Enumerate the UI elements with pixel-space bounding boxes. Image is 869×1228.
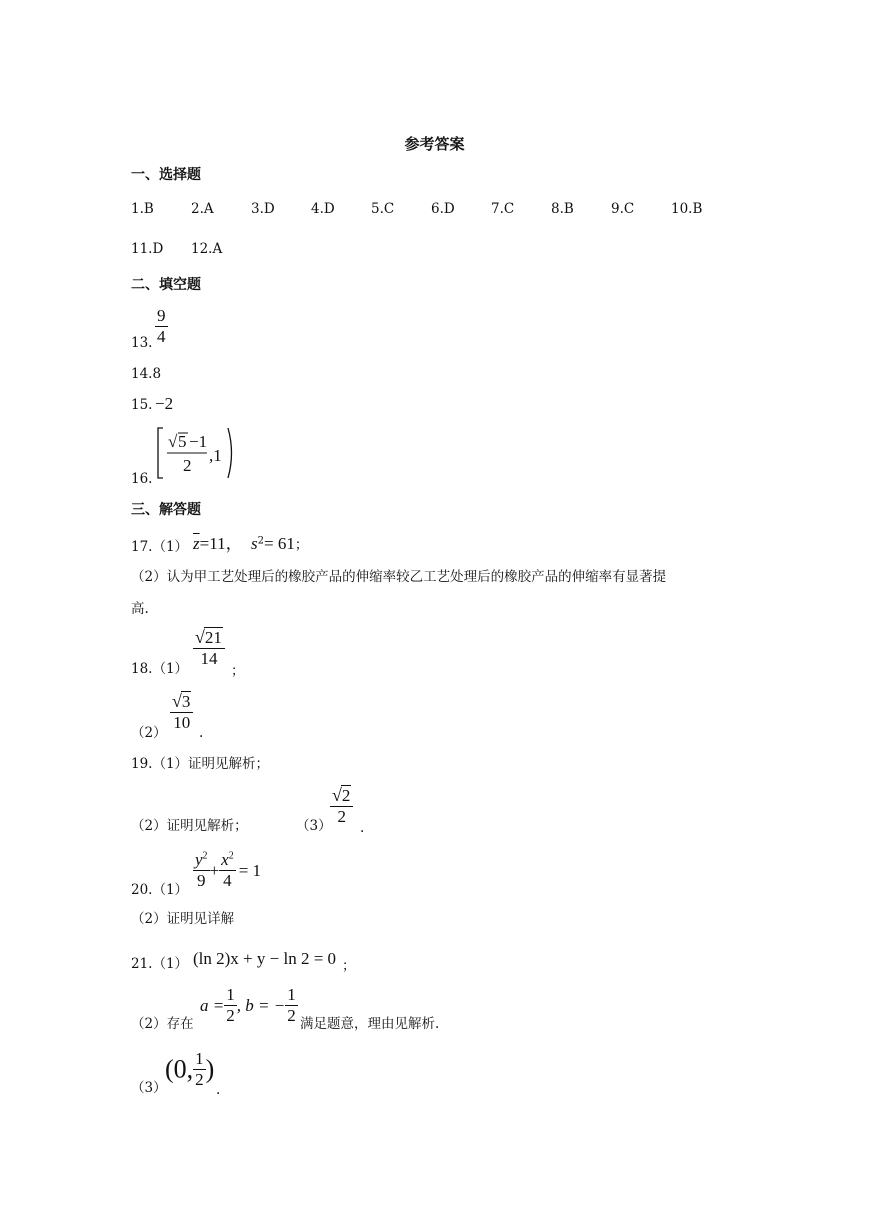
- page-title: 参考答案: [404, 135, 465, 153]
- q16-label: 16.: [131, 471, 153, 487]
- section-solution-heading: 三、解答题: [131, 502, 201, 518]
- choice-answer: 7.C: [491, 201, 515, 217]
- q18-2-label: （2）: [131, 725, 167, 741]
- choice-answer: 10.B: [671, 201, 703, 217]
- q16-num-rest: −1: [189, 432, 208, 451]
- choice-answer: 4.D: [311, 201, 335, 217]
- section-fill-heading: 二、填空题: [131, 277, 201, 293]
- choice-answer: 6.D: [431, 201, 455, 217]
- q18-1-end: ；: [231, 663, 245, 679]
- choice-answer: 8.B: [551, 201, 574, 217]
- q15-value: −2: [155, 394, 174, 413]
- q21-2-expr: a = $\frac{1}{2}$ , b = − $\frac{1}{2}$: [200, 985, 296, 1025]
- q17-2-text-cont: 高.: [131, 601, 149, 617]
- q21-3-end: .: [216, 1082, 221, 1098]
- q16-radical: √: [168, 432, 178, 451]
- q18-1-fraction: $\frac{√21}{14}$: [193, 628, 225, 668]
- q21-2-rest: 满足题意，理由见解析.: [300, 1016, 440, 1032]
- q21-3-interval: (0, $\frac{1}{2}$ ): [165, 1049, 215, 1089]
- q17-1-label: 17.（1）: [131, 539, 189, 555]
- q16-sqrt-value: 5: [178, 432, 187, 451]
- q19-2-text: （2）证明见解析；: [131, 818, 248, 834]
- q16-tail: ,1: [209, 446, 222, 465]
- q17-1-expr: $\overline{z}=11$， $s^2= 61$；: [193, 534, 309, 553]
- choice-answer: 2.A: [191, 201, 214, 217]
- q21-2-label: （2）存在: [131, 1016, 194, 1032]
- q18-1-label: 18.（1）: [131, 661, 189, 677]
- q14-answer: 14.8: [131, 366, 162, 382]
- q21-1-end: ；: [342, 958, 356, 974]
- q21-1-label: 21.（1）: [131, 956, 189, 972]
- q15-label: 15.: [131, 397, 153, 413]
- q16-interval: [155, 425, 237, 484]
- q18-2-fraction: $\frac{√3}{10}$: [170, 692, 193, 732]
- q13-fraction: $\frac{9}{4}$: [157, 306, 166, 346]
- q16-interval-svg: [155, 425, 237, 481]
- choice-answer: 3.D: [251, 201, 275, 217]
- q20-2-text: （2）证明见详解: [131, 911, 235, 927]
- q16-denominator: 2: [183, 456, 192, 475]
- section-choice-heading: 一、选择题: [131, 167, 201, 183]
- choice-answer: 5.C: [371, 201, 395, 217]
- q21-1-expr: (ln 2)x + y − ln 2 = 0: [193, 949, 337, 968]
- choice-answer: 9.C: [611, 201, 635, 217]
- q17-2-text: （2）认为甲工艺处理后的橡胶产品的伸缩率较乙工艺处理后的橡胶产品的伸缩率有显著提: [131, 569, 667, 585]
- q20-1-equation: $\frac{y^2}{9}$ + $\frac{x^2}{4}$ = 1: [195, 850, 262, 890]
- choice-answer: 11.D: [131, 241, 164, 257]
- q19-3-end: .: [360, 820, 365, 836]
- q18-2-end: .: [199, 725, 204, 741]
- choice-answer: 12.A: [191, 241, 223, 257]
- q21-3-label: （3）: [131, 1080, 167, 1096]
- q20-1-label: 20.（1）: [131, 882, 189, 898]
- q19-3-fraction: $\frac{√2}{2}$: [330, 786, 353, 826]
- choice-answer: 1.B: [131, 201, 154, 217]
- q13-label: 13.: [131, 335, 153, 351]
- q19-3-label: （3）: [296, 818, 332, 834]
- q19-1-text: 19.（1）证明见解析；: [131, 756, 270, 772]
